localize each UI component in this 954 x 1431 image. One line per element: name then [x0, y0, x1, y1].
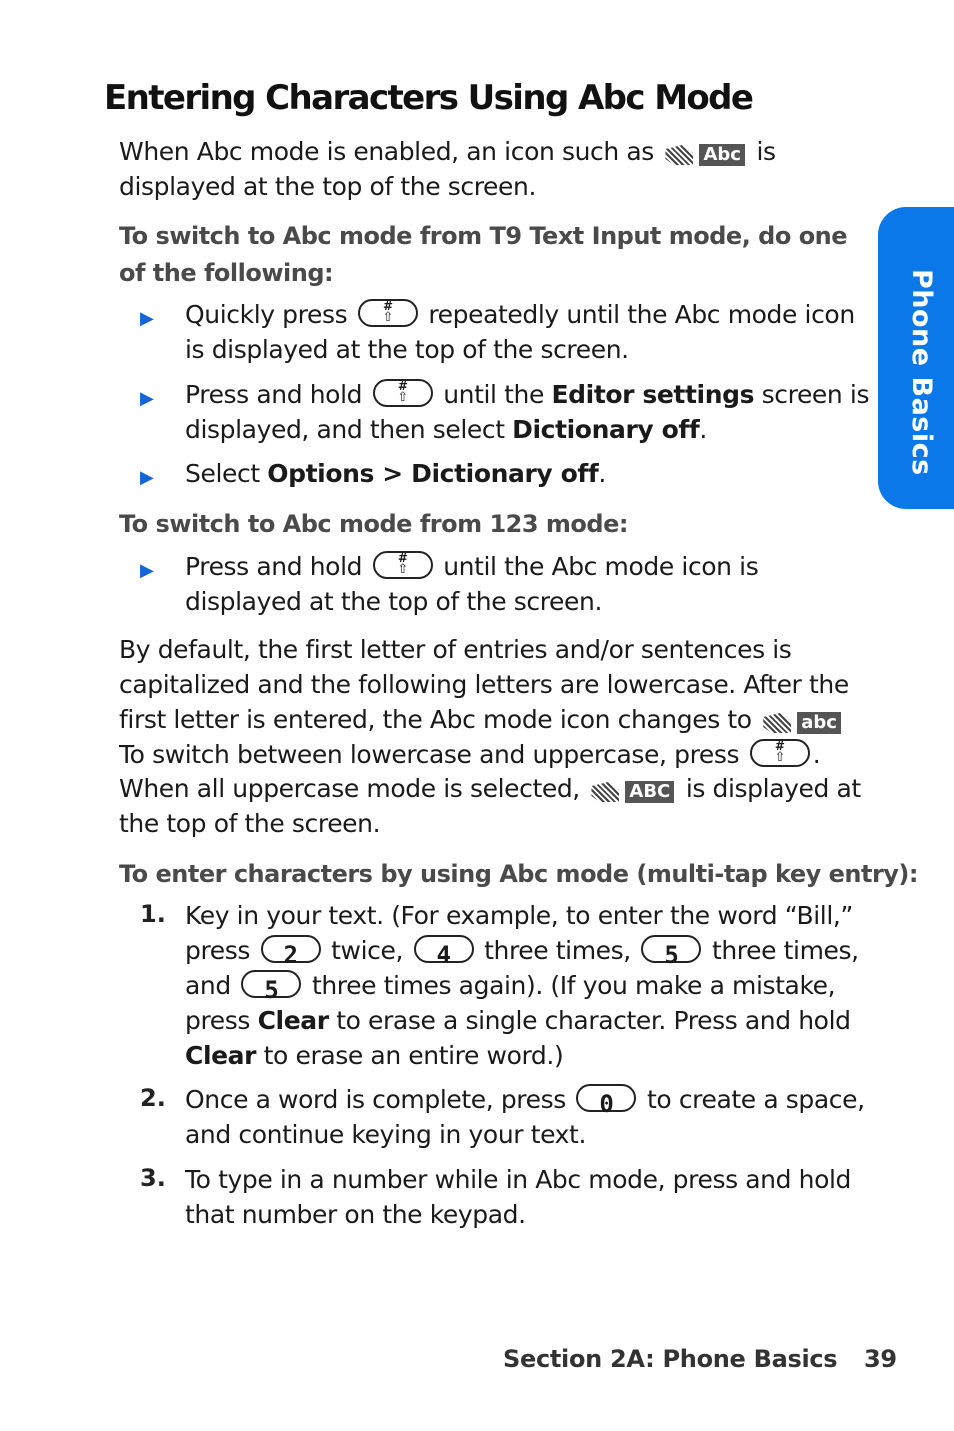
key-0-icon: 0: [576, 1084, 636, 1112]
intro-line-2: displayed at the top of the screen.: [119, 172, 536, 201]
step-1-number: 1.: [140, 900, 166, 928]
bullet-1-line-2: is displayed at the top of the screen.: [185, 335, 629, 364]
subheading-123: To switch to Abc mode from 123 mode:: [119, 510, 628, 538]
bullet-3: Select Options > Dictionary off.: [185, 459, 606, 488]
key-5-icon: 5: [641, 935, 701, 963]
para-line-5: When all uppercase mode is selected, ABC is displayed at: [119, 771, 861, 808]
shift-key-icon: # ⇧: [358, 299, 418, 327]
bullet-arrow-icon: ▶: [140, 388, 154, 409]
page-number: 39: [864, 1345, 897, 1373]
key-5-icon: 5: [241, 970, 301, 998]
subheading-multitap: To enter characters by using Abc mode (multi-tap key entry):: [119, 860, 918, 888]
step-1-line-4: press Clear to erase a single character. Press and hold: [185, 1006, 851, 1035]
shift-key-icon: # ⇧: [373, 551, 433, 579]
pen-icon: [591, 782, 619, 802]
side-tab: [878, 207, 954, 509]
subheading-t9-cont: of the following:: [119, 259, 334, 287]
shift-key-icon: # ⇧: [373, 379, 433, 407]
bullet-2-line-1: Press and hold # ⇧ until the Editor settings screen is: [185, 379, 870, 409]
step-2-number: 2.: [140, 1084, 166, 1112]
bullet-1-line-1: Quickly press # ⇧ repeatedly until the Abc mode icon: [185, 299, 855, 329]
step-3-line-1: To type in a number while in Abc mode, press and hold: [185, 1165, 851, 1194]
para-line-6: the top of the screen.: [119, 809, 381, 838]
footer-section: Section 2A: Phone Basics: [503, 1345, 838, 1373]
step-3-number: 3.: [140, 1164, 166, 1192]
abc-mode-icon: Abc: [665, 136, 745, 171]
bullet-2-line-2: displayed, and then select Dictionary off.: [185, 415, 707, 444]
bullet-4-line-1: Press and hold # ⇧ until the Abc mode icon is: [185, 551, 759, 581]
bullet-arrow-icon: ▶: [140, 560, 154, 581]
abc-uppercase-mode-icon: ABC: [591, 773, 674, 808]
step-1-line-5: Clear to erase an entire word.): [185, 1041, 564, 1070]
bullet-4-line-2: displayed at the top of the screen.: [185, 587, 602, 616]
step-2-line-1: Once a word is complete, press 0 to create a space,: [185, 1085, 865, 1118]
key-4-icon: 4: [414, 935, 474, 963]
bullet-arrow-icon: ▶: [140, 308, 154, 329]
para-line-1: By default, the first letter of entries and/or sentences is: [119, 635, 792, 664]
step-1-line-2: press 2 twice, 4 three times, 5 three times,: [185, 936, 859, 969]
side-tab-label: Phone Basics: [906, 269, 937, 476]
key-2-icon: 2: [261, 935, 321, 963]
step-2-line-2: and continue keying in your text.: [185, 1120, 586, 1149]
para-line-4: To switch between lowercase and uppercase, press # ⇧ .: [119, 739, 821, 769]
para-line-2: capitalized and the following letters are lowercase. After the: [119, 670, 849, 699]
bullet-arrow-icon: ▶: [140, 467, 154, 488]
step-1-line-1: Key in your text. (For example, to enter the word “Bill,”: [185, 901, 853, 930]
subheading-t9: To switch to Abc mode from T9 Text Input mode, do one: [119, 222, 848, 250]
step-3-line-2: that number on the keypad.: [185, 1200, 526, 1229]
para-line-3: first letter is entered, the Abc mode icon changes to abc: [119, 702, 845, 739]
pen-icon: [665, 145, 693, 165]
shift-key-icon: # ⇧: [750, 739, 810, 767]
abc-lowercase-mode-icon: abc: [763, 704, 841, 739]
intro-line-1: When Abc mode is enabled, an icon such as Abc is: [119, 134, 776, 171]
page-title: Entering Characters Using Abc Mode: [104, 78, 753, 118]
step-1-line-3: and 5 three times again). (If you make a mistake,: [185, 971, 836, 1004]
pen-icon: [763, 713, 791, 733]
